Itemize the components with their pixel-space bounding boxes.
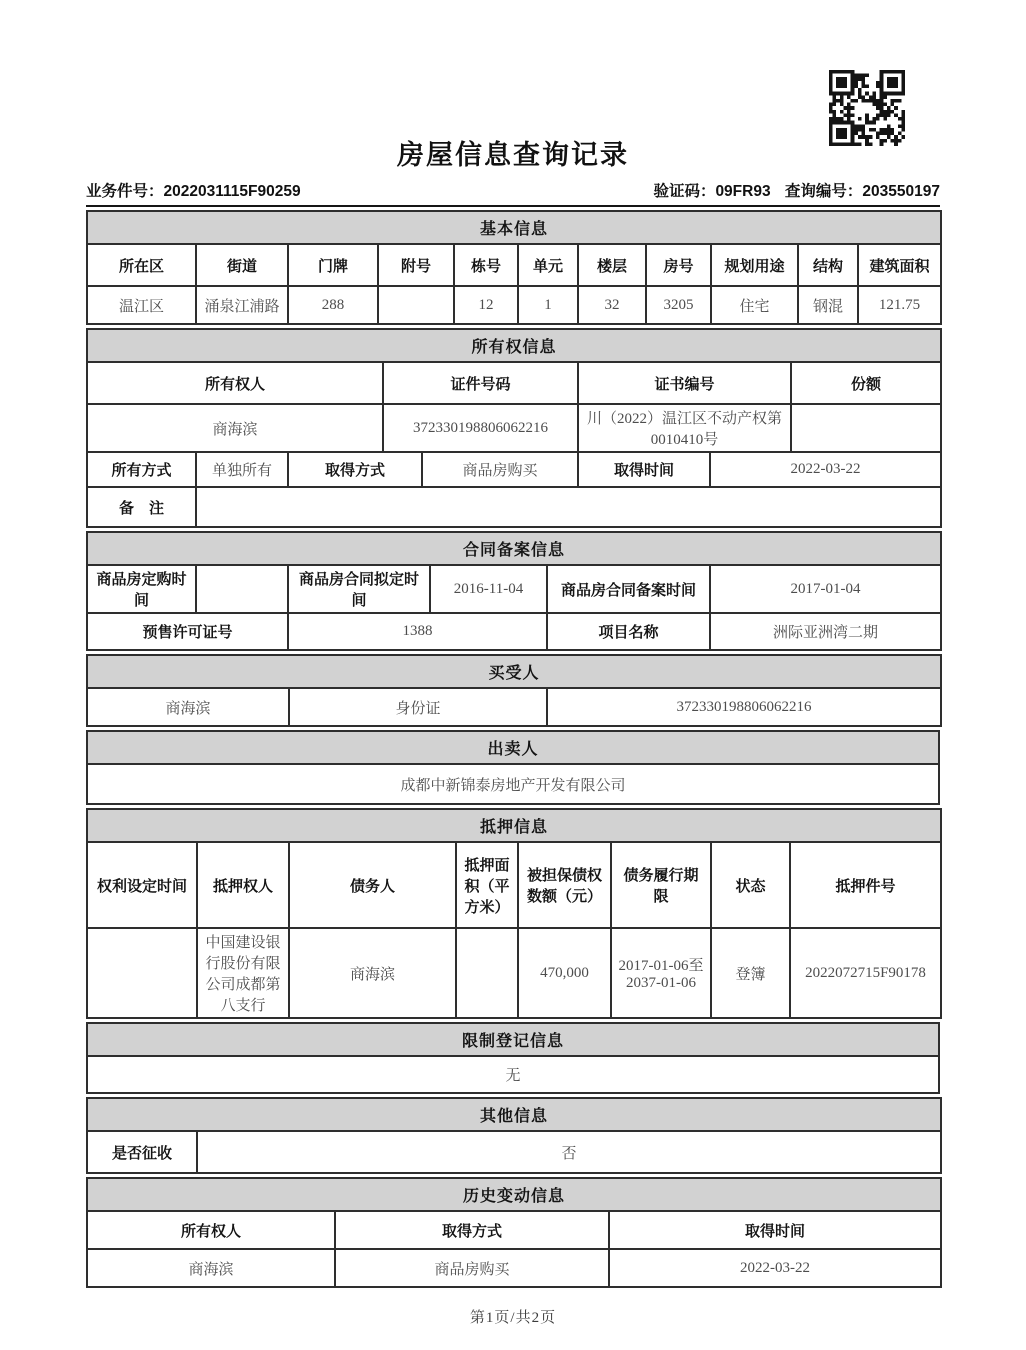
table-row — [87, 764, 939, 804]
table-row — [87, 487, 941, 527]
column-header: 债务人 — [289, 842, 456, 928]
section-seller — [86, 730, 940, 805]
table-cell: 涌泉江浦路 — [196, 286, 288, 324]
column-header: 证件号码 — [383, 362, 578, 404]
table-cell: 2016-11-04 — [430, 565, 547, 613]
meta-row — [86, 179, 940, 207]
ownership-mode-row — [86, 451, 942, 488]
section-header-bar: 合同备案信息 — [87, 532, 941, 565]
section-header-bar: 抵押信息 — [87, 809, 941, 842]
column-header: 房号 — [646, 244, 711, 286]
row-label: 备 注 — [87, 487, 196, 527]
column-header: 所在区 — [87, 244, 196, 286]
table-row — [87, 532, 941, 565]
table-row — [87, 613, 941, 650]
table-cell: 否 — [197, 1131, 941, 1173]
table-row — [87, 404, 941, 452]
row-label: 商品房合同拟定时间 — [288, 565, 430, 613]
table-cell: 2017-01-04 — [710, 565, 941, 613]
table-cell: 商海滨 — [87, 688, 289, 726]
table-cell: 住宅 — [711, 286, 798, 324]
table-cell: 商海滨 — [289, 928, 456, 1018]
column-header: 所有权人 — [87, 362, 383, 404]
section-header-bar: 历史变动信息 — [87, 1178, 941, 1211]
table-row — [87, 688, 941, 726]
section-basic-info — [86, 210, 942, 325]
column-header: 街道 — [196, 244, 288, 286]
meta-right — [643, 179, 940, 201]
table-row — [87, 211, 941, 244]
table-cell: 商海滨 — [87, 1249, 335, 1287]
column-header: 被担保债权数额（元） — [518, 842, 611, 928]
column-header: 份额 — [791, 362, 941, 404]
section-buyer — [86, 654, 942, 727]
column-header: 抵押权人 — [197, 842, 289, 928]
table-row — [87, 286, 941, 324]
table-row — [87, 928, 941, 1018]
column-header: 债务履行期限 — [611, 842, 711, 928]
column-header: 权利设定时间 — [87, 842, 197, 928]
table-cell — [87, 928, 197, 1018]
table-cell: 1388 — [288, 613, 547, 650]
column-header: 楼层 — [578, 244, 646, 286]
table-cell: 身份证 — [289, 688, 547, 726]
column-header: 抵押面积（平方米） — [456, 842, 518, 928]
row-label: 商品房定购时间 — [87, 565, 196, 613]
table-cell: 中国建设银行股份有限公司成都第八支行 — [197, 928, 289, 1018]
row-label: 商品房合同备案时间 — [547, 565, 710, 613]
page-footer: 第1页/共2页 — [469, 1310, 557, 1326]
table-row — [87, 244, 941, 286]
table-cell: 2022-03-22 — [609, 1249, 941, 1287]
table-cell: 2022072715F90178 — [790, 928, 941, 1018]
table-cell: 372330198806062216 — [383, 404, 578, 452]
table-cell: 32 — [578, 286, 646, 324]
table-cell: 单独所有 — [196, 452, 288, 487]
table-cell: 登簿 — [711, 928, 790, 1018]
table-row — [87, 1023, 939, 1056]
table-row — [87, 362, 941, 404]
contract-presale-row — [86, 612, 942, 651]
row-label: 项目名称 — [547, 613, 710, 650]
column-header: 栋号 — [454, 244, 518, 286]
column-header: 取得方式 — [335, 1211, 609, 1249]
section-header-bar: 其他信息 — [87, 1098, 941, 1131]
column-header: 附号 — [378, 244, 454, 286]
row-label: 是否征收 — [87, 1131, 197, 1173]
table-cell: 2022-03-22 — [710, 452, 941, 487]
table-row — [87, 731, 939, 764]
column-header: 门牌 — [288, 244, 378, 286]
table-cell — [456, 928, 518, 1018]
table-cell: 商品房购买 — [422, 452, 578, 487]
column-header: 结构 — [798, 244, 858, 286]
column-header: 证书编号 — [578, 362, 791, 404]
table-row — [87, 1249, 941, 1287]
row-label: 预售许可证号 — [87, 613, 288, 650]
section-other-info — [86, 1097, 942, 1174]
table-cell: 温江区 — [87, 286, 196, 324]
section-header-bar: 基本信息 — [87, 211, 941, 244]
table-cell: 商海滨 — [87, 404, 383, 452]
table-cell: 470,000 — [518, 928, 611, 1018]
table-cell — [378, 286, 454, 324]
table-cell — [791, 404, 941, 452]
table-cell: 洲际亚洲湾二期 — [710, 613, 941, 650]
row-label: 取得方式 — [288, 452, 422, 487]
row-label: 取得时间 — [578, 452, 710, 487]
qr-code — [829, 70, 905, 146]
column-header: 单元 — [518, 244, 578, 286]
section-restriction-info — [86, 1022, 940, 1094]
table-row — [87, 809, 941, 842]
table-row — [87, 842, 941, 928]
table-cell: 1 — [518, 286, 578, 324]
column-header: 建筑面积 — [858, 244, 941, 286]
table-row — [87, 1178, 941, 1211]
table-row — [87, 452, 941, 487]
row-label: 所有方式 — [87, 452, 196, 487]
table-cell: 372330198806062216 — [547, 688, 941, 726]
document-body — [86, 179, 940, 1288]
section-history-info — [86, 1177, 942, 1288]
table-cell: 川（2022）温江区不动产权第0010410号 — [578, 404, 791, 452]
table-cell: 121.75 — [858, 286, 941, 324]
table-row — [87, 1098, 941, 1131]
table-row — [87, 1211, 941, 1249]
query-number: 查询编号：203550197 — [784, 183, 940, 200]
table-cell: 2017-01-06至2037-01-06 — [611, 928, 711, 1018]
column-header: 取得时间 — [609, 1211, 941, 1249]
table-cell: 商品房购买 — [335, 1249, 609, 1287]
table-row — [87, 329, 941, 362]
table-cell: 3205 — [646, 286, 711, 324]
table-cell: 无 — [87, 1056, 939, 1093]
table-cell: 288 — [288, 286, 378, 324]
section-header-bar: 出卖人 — [87, 731, 939, 764]
column-header: 规划用途 — [711, 244, 798, 286]
table-cell — [196, 565, 288, 613]
table-cell: 钢混 — [798, 286, 858, 324]
table-cell: 12 — [454, 286, 518, 324]
page-title: 房屋信息查询记录 — [397, 140, 629, 170]
column-header: 状态 — [711, 842, 790, 928]
verify-code: 验证码：09FR93 — [653, 183, 771, 200]
section-contract-record — [86, 531, 942, 614]
table-row — [87, 565, 941, 613]
section-header-bar: 买受人 — [87, 655, 941, 688]
ownership-remark-row — [86, 486, 942, 528]
section-header-bar: 限制登记信息 — [87, 1023, 939, 1056]
table-cell — [196, 487, 941, 527]
column-header: 所有权人 — [87, 1211, 335, 1249]
section-ownership-info — [86, 328, 942, 453]
business-number: 业务件号：2022031115F90259 — [86, 183, 301, 200]
table-row — [87, 1131, 941, 1173]
section-mortgage-info — [86, 808, 942, 1019]
table-cell: 成都中新锦泰房地产开发有限公司 — [87, 764, 939, 804]
column-header: 抵押件号 — [790, 842, 941, 928]
section-header-bar: 所有权信息 — [87, 329, 941, 362]
table-row — [87, 1056, 939, 1093]
table-row — [87, 655, 941, 688]
